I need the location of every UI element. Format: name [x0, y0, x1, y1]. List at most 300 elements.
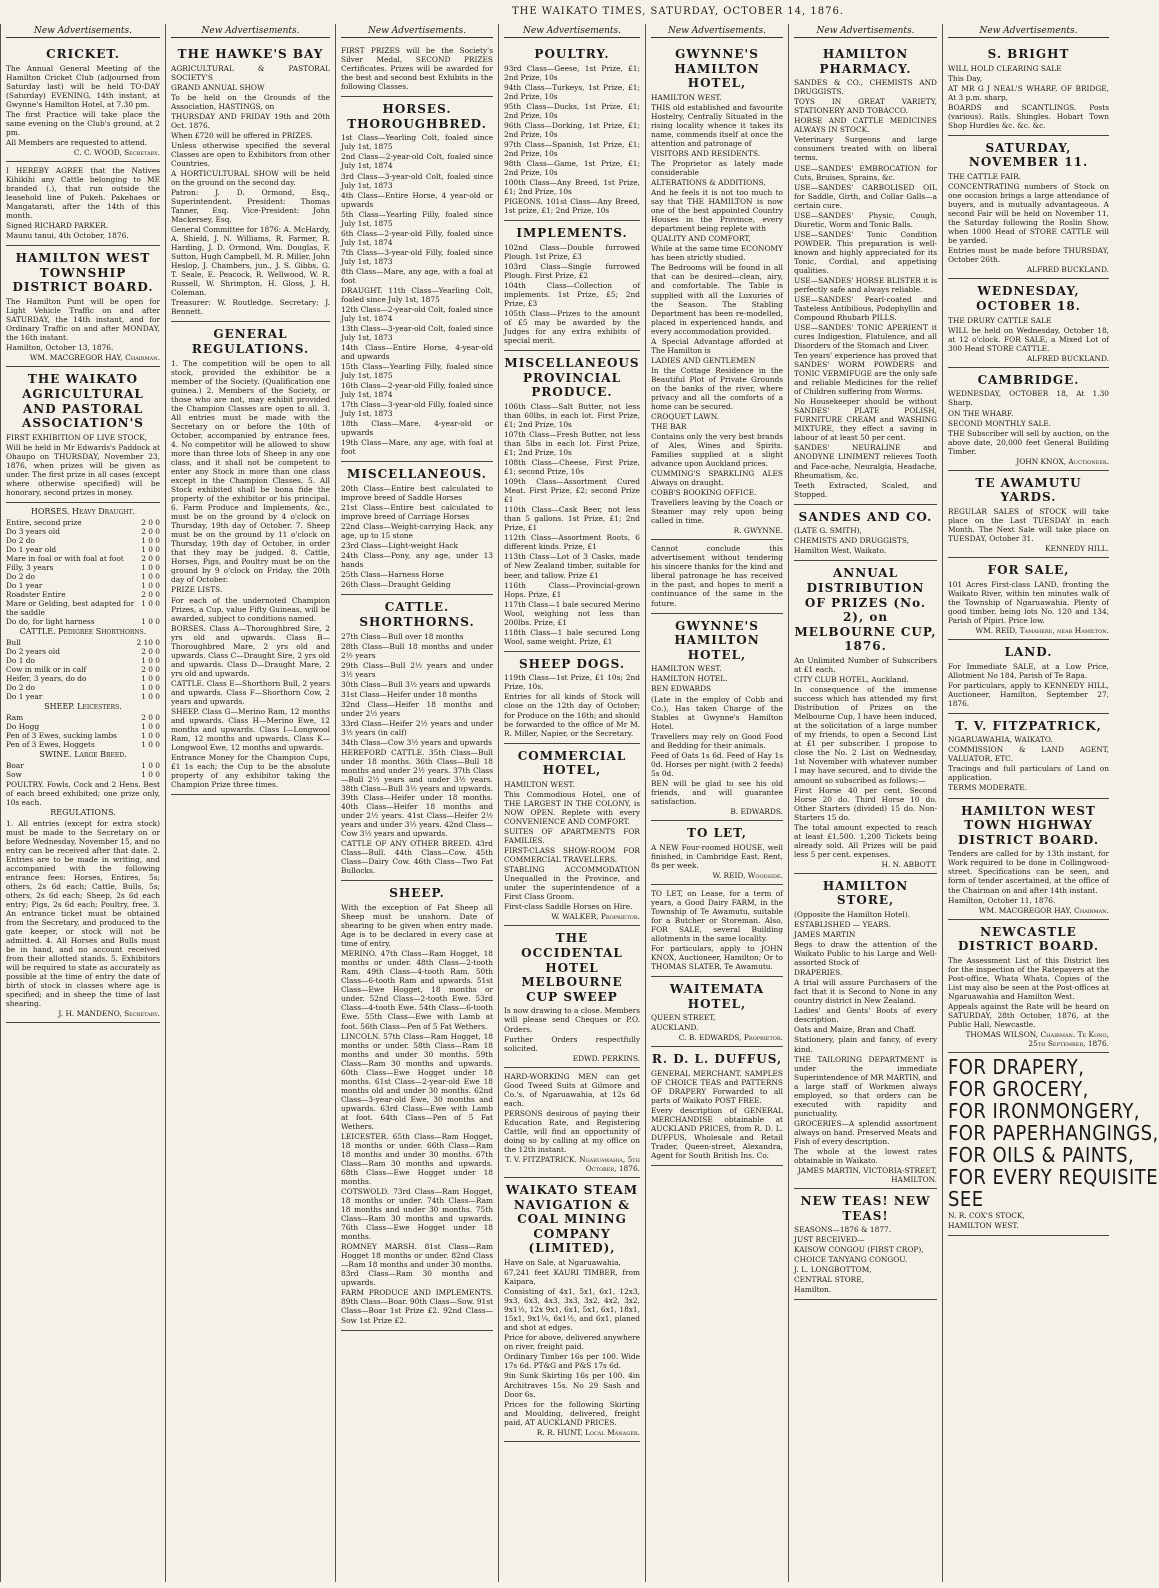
ad-text: 100th Class—Any Breed, 1st Prize, £1; 2nd Prize, 10s	[504, 177, 640, 196]
list-item: Roadster Entire	[6, 589, 66, 599]
advertisement	[948, 1053, 1159, 1236]
ad-text: Tracings and full particulars of Land on application.	[948, 764, 1109, 783]
list-row	[6, 563, 160, 572]
advertisement	[504, 744, 640, 927]
advertisement	[504, 1178, 640, 1442]
list-item: Cow in milk or in calf	[6, 664, 87, 674]
ad-text: 12th Class—2-year-old Colt, foaled since July 1st, 1874	[341, 304, 493, 323]
advertisement	[794, 42, 937, 505]
ad-text: This Day,	[948, 73, 983, 83]
ad-text: For each of the undernoted Champion Prizes, a Cup, value Fifty Guineas, will be awarded, subject to conditions named.	[171, 595, 330, 623]
column-6	[788, 24, 942, 1582]
column-heading: New Advertisements.	[504, 26, 640, 38]
list-row	[6, 581, 160, 590]
list-row	[6, 590, 160, 599]
advertisement	[794, 1189, 937, 1300]
ad-text: (Late in the employ of Cobb and Co.), Has taken Charge of the Stables at Gwynne's Hamilton Hotel.	[651, 694, 783, 731]
ad-text: THE BAR	[651, 421, 687, 431]
ad-text: 27th Class—Bull over 18 months	[341, 631, 464, 641]
ad-text: SHEEP. Class G—Merino Ram, 12 months and upwards. Class H—Merino Ewe, 12 months and upwards. Class I—Longwool Ram, 12 months and upwards. Class K—Longwool Ewe, 12 months and upwards.	[171, 706, 330, 752]
ad-text: Will be held in Mr Edwards's Paddock at Ohaupo on THURSDAY, November 23, 1876, when prizes will be given as under. The first prize in all cases (except where otherwise specified) will be honorary, second prizes in money.	[6, 442, 160, 497]
ad-text: HAMILTON WEST.	[504, 779, 575, 789]
ad-text: 24th Class—Pony, any age, under 13 hands	[341, 551, 493, 570]
ad-text: 93rd Class—Geese, 1st Prize, £1; 2nd Prize, 10s	[504, 63, 640, 82]
ad-text: USE—SANDES' HORSE BLISTER it is perfectly safe and always reliable.	[794, 275, 937, 294]
ad-text: FOR OILS & PAINTS,	[948, 1143, 1135, 1168]
ad-text: 119th Class—1st Prize, £1 10s; 2nd Prize, 10s.	[504, 673, 640, 692]
ad-text: SUITES OF APARTMENTS FOR FAMILIES.	[504, 827, 640, 846]
ad-text: 101 Acres First-class LAND, fronting the Waikato River, within ten minutes walk of the Township of Ngaruawahia. Plenty of good timber, being lots No. 120 and 134, Parish of Pipiri. Price low.	[948, 579, 1109, 625]
advertisement	[651, 540, 783, 613]
ad-title: CRICKET.	[46, 46, 120, 61]
ad-text: The Annual General Meeting of the Hamilton Cricket Club (adjourned from Saturday last) will be held TO-DAY (Saturday) EVENING, 14th instant, at Gwynne's Hamilton Hotel, at 7.30 pm.	[6, 63, 160, 109]
ad-title: WEDNESDAY, OCTOBER 18.	[976, 284, 1081, 314]
list-item: Do 2 do	[6, 683, 35, 692]
ad-text: VISITORS AND RESIDENTS.	[651, 149, 761, 159]
list-item: Filly, 3 years	[6, 562, 54, 572]
list-row	[6, 572, 160, 581]
advertisement	[948, 640, 1109, 714]
ad-text: In consequence of the immense success which has attended my first Distribution of Prizes on the Melbourne Cup, I have been induced, at the solicitation of a large number of my friends, to open a Second List at £1 per subscriber. I propose to close the No. 2 List on Wednesday, 1st November with whatever number I may have secured, and to divide the amount so subscribed as follows:—	[794, 685, 937, 785]
advertisement	[341, 595, 493, 881]
list-item: Do 3 years old	[6, 526, 60, 536]
advertisement	[341, 42, 493, 97]
ad-text: STABLING ACCOMMODATION Unequalled in the Province, and under the superintendence of a First Class Groom.	[504, 865, 640, 902]
ad-text: ON THE WHARF.	[948, 408, 1014, 418]
ad-text: Oats and Maize, Bran and Chaff.	[794, 1025, 917, 1035]
advertisement	[948, 714, 1109, 799]
list-item: Boar	[6, 760, 24, 770]
advertisement	[504, 652, 640, 744]
advertisement	[794, 505, 937, 562]
ad-text: CATTLE. Class E—Shorthorn Bull, 2 years and upwards. Class F—Shorthorn Cow, 2 years and upwards.	[171, 678, 330, 706]
ad-text: JAMES MARTIN	[794, 930, 856, 940]
ad-text: 2nd Class—2-year-old Colt, foaled since July 1st, 1874	[341, 152, 493, 171]
ad-text: WILL be held on Wednesday, October 18, at 12 o'clock. FOR SALE, a Mixed Lot of 300 Head STORE CATTLE.	[948, 325, 1109, 353]
ad-text: Price for above, delivered anywhere on river, freight paid.	[504, 1333, 640, 1352]
ad-text: General Committee for 1876: A. McHardy, A. Shield, J. N. Williams, R. Farmer, R. Harding, J. D. Ormond, Wm. Douglas, F. Sutton, Hugh Campbell, M. R. Miller, John Heslop, J. Chambers, jun., J. S. Gibbs, G. T. Seale, E. Peacock, R. Wellwood, W. R. Russell, W. Shrimpton, H. Gloss, J. H. Coleman.	[171, 225, 330, 298]
ad-text: To be held on the Grounds of the Association, HASTINGS, on	[171, 92, 330, 111]
ad-text: FOR GROCERY,	[948, 1077, 1089, 1102]
ad-text: GROCERIES—A splendid assortment always on hand. Preserved Meats and Fish of every description.	[794, 1118, 937, 1146]
ad-text: CHOICE TANYANG CONGOU.	[794, 1255, 908, 1265]
ad-title: HAMILTON WEST TOWN HIGHWAY DISTRICT BOARD.	[957, 803, 1100, 847]
ad-text: ESTABLISHED — YEARS.	[794, 920, 891, 930]
ad-text: USE—SANDES' Pearl-coated and Tasteless Antibilious, Podophyllin and Compound Rhubarb PILLS.	[794, 294, 937, 322]
list-heading: HORSES. Heavy Draught.	[30, 506, 136, 516]
ad-text: The Assessment List of this District lies for the inspection of the Ratepayers at the Post-office, Whata Whata. Copies of the List may also be seen at the Post-offices at Ngaruawahia and Hamilton West.	[948, 955, 1109, 1001]
ad-title: ANNUAL DISTRIBUTION OF PRIZES (No. 2), on MELBOURNE CUP, 1876.	[794, 566, 937, 654]
ad-text: CONCENTRATING numbers of Stock on one occasion brings a large attendance of buyers, and is mutually advantageous. A second Fair will be held on November 11, the Saturday following the Roslin Show, when 1000 Head of STORE CATTLE will be yarded.	[948, 182, 1109, 246]
ad-text: Entries for all kinds of Stock will close on the 12th day of October; for Produce on the 16th; and should be forwarded to the office of Mr M. R. Miller, Napier, or the Secretary.	[504, 692, 640, 738]
ad-text: N. R. COX'S STOCK,	[948, 1211, 1025, 1221]
ad-text: Hamilton West, Waikato.	[794, 546, 887, 556]
ad-text: 22nd Class—Weight-carrying Hack, any age, up to 15 stone	[341, 522, 493, 541]
ad-title: CAMBRIDGE.	[977, 372, 1080, 387]
ad-text: BORSES. Class A—Thoroughbred Sire, 2 yrs old and upwards. Class B—Thoroughbred Mare, 2 yrs old and upwards. Class C—Draught Sire, 2 yrs old and upwards. Class D—Draught Mare, 2 yrs old and upwards.	[171, 623, 330, 678]
list-amount: 2 0 0	[141, 664, 160, 674]
column-2	[165, 24, 335, 1582]
ad-text: CITY CLUB HOTEL, Auckland.	[794, 675, 909, 685]
ad-title: THE OCCIDENTAL HOTEL MELBOURNE CUP SWEEP	[521, 931, 623, 1004]
poultry-note: POULTRY. Fowls, Cock and 2 Hens. Best of each breed exhibited; one prize only, 10s each.	[6, 779, 160, 807]
ad-text: 20th Class—Entire best calculated to improve breed of Saddle Horses	[341, 484, 493, 503]
ad-text: Travellers leaving by the Coach or Steamer may rely upon being called in time.	[651, 498, 783, 526]
ad-text: Entries must be made before THURSDAY, October 26th.	[948, 246, 1109, 265]
advertisement	[651, 885, 783, 977]
ad-text: GRAND ANNUAL SHOW	[171, 82, 265, 92]
ad-signature: R. R. HUNT, Local Manager.	[536, 1427, 640, 1437]
list-row	[6, 638, 160, 647]
column-5	[645, 24, 788, 1582]
list-item: Entire, second prize	[6, 517, 82, 527]
ad-text: 25th Class—Harness Horse	[341, 570, 444, 580]
ad-text: 104th Class—Collection of implements. 1st Prize, £5; 2nd Prize, £3	[504, 280, 640, 308]
list-amount: 1 0 0	[141, 599, 160, 608]
ad-text: ALTERATIONS & ADDITIONS,	[651, 178, 766, 188]
list-item: Do 1 year old	[6, 544, 57, 554]
ad-title: HAMILTON STORE,	[822, 878, 909, 908]
ad-title: SANDES AND CO.	[798, 509, 933, 524]
ad-text: JUST RECEIVED—	[794, 1235, 865, 1245]
ad-title: MISCELLANEOUS PROVINCIAL PRODUCE.	[504, 356, 640, 400]
ad-text: USE—SANDES' CARBOLISED OIL for Saddle, Girth, and Collar Galls—a certain cure.	[794, 182, 937, 210]
advertisement	[948, 558, 1109, 640]
ad-text: 34th Class—Cow 3½ years and upwards	[341, 738, 493, 747]
ad-text: 29th Class—Bull 2½ years and under 3½ years	[341, 660, 493, 679]
ad-title: MISCELLANEOUS.	[347, 467, 487, 482]
regulations-heading: REGULATIONS.	[50, 807, 116, 817]
ad-text: 67,241 feet KAURI TIMBER, from Kaipara,	[504, 1268, 640, 1287]
ad-signature: WM. MACGREGOR HAY, Chairman.	[29, 353, 160, 363]
ad-text: 94th Class—Turkeys, 1st Prize, £1; 2nd Prize, 10s	[504, 82, 640, 101]
list-amount: 1 0 0	[141, 760, 160, 770]
ad-text: With the exception of Fat Sheep all Sheep must be unshorn. Date of shearing to be given when entry made. Age is to be declared in every case at time of entry.	[341, 903, 493, 949]
ad-text: 14th Class—Entire Horse, 4-year-old and upwards	[341, 343, 493, 362]
ad-text: Every description of GENERAL MERCHANDISE obtainable at AUCKLAND PRICES, from R. D. L. DUFFUS, Wholesale and Retail Trader, Queen-street, Alexandra, Agent for South British Ins. Co.	[651, 1106, 783, 1161]
ad-text: 5th Class—Yearling Filly, foaled since July 1st, 1875	[341, 209, 493, 228]
ad-text: J. L. LONGBOTTOM,	[794, 1265, 872, 1275]
ad-text: USE—SANDES' TONIC APERIENT it cures Indigestion, Flatulence, and all Disorders of the Stomach and Liver.	[794, 323, 937, 351]
list-row	[6, 761, 160, 770]
ad-title: S. BRIGHT	[987, 46, 1070, 61]
ad-text: GENERAL MERCHANT. SAMPLES OF CHOICE TEAS and PATTERNS OF DRAPERY Forwarded to all parts of Waikato POST FREE.	[651, 1068, 783, 1105]
ad-title: SHEEP DOGS.	[518, 656, 626, 671]
ad-text: 4th Class—Entire Horse, 4 year-old or upwards	[341, 190, 493, 209]
ad-text: PERSONS desirous of paying their Education Rate, and Registering Cattle, will find an opportunity of doing so by calling at my office on the 12th instant.	[504, 1108, 640, 1154]
ad-text: HAMILTON WEST.	[948, 1221, 1019, 1231]
ad-text: Prices for the following Skirting and Moulding, delivered, freight paid, AT AUCKLAND PRICES.	[504, 1399, 640, 1427]
list-item: Do do, for light harness	[6, 617, 95, 627]
advertisement	[6, 246, 160, 367]
ad-signature: ALFRED BUCKLAND.	[1026, 265, 1109, 275]
ad-text: USE—SANDES' EMBROCATION for Cuts, Bruises, Sprains, &c.	[794, 163, 937, 182]
advertisement	[651, 821, 783, 885]
advertisement	[794, 874, 937, 1189]
ad-title: IMPLEMENTS.	[516, 226, 628, 241]
ad-text: 6th Class—2-year-old Filly, foaled since July 1st, 1874	[341, 228, 493, 247]
ad-text: 1st Class—Yearling Colt, foaled since July 1st, 1875	[341, 133, 493, 152]
ad-text: CENTRAL STORE,	[794, 1275, 864, 1285]
list-amount: 1 0 0	[141, 617, 160, 627]
list-item: Do 1 year	[6, 692, 43, 702]
ad-signature: ALFRED BUCKLAND.	[1026, 353, 1109, 363]
ad-text: 28th Class—Bull 18 months and under 2½ years	[341, 641, 493, 660]
ad-text: A HORTICULTURAL SHOW will be held on the ground on the second day.	[171, 168, 330, 187]
ad-text: WILL HOLD CLEARING SALE	[948, 63, 1062, 73]
advertisement	[504, 351, 640, 652]
ad-text: COMMISSION & LAND AGENT, VALUATOR, ETC.	[948, 745, 1109, 764]
ad-text: FARM PRODUCE AND IMPLEMENTS. 89th Class—Boar. 90th Class—Sow. 91st Class—Boar 1st Prize £2. 92nd Class—Sow 1st Prize £2.	[341, 1288, 493, 1325]
ad-text: HARD-WORKING MEN can get Good Tweed Suits at Gilmore and Co.'s, of Ngaruawahia, at 12s 6d each.	[504, 1071, 640, 1108]
column-heading: New Advertisements.	[6, 26, 160, 38]
ad-text: FIRST EXHIBITION OF LIVE STOCK,	[6, 432, 148, 442]
ad-text: An Unlimited Number of Subscribers at £1 each.	[794, 656, 937, 675]
ad-text: THURSDAY AND FRIDAY 19th and 20th Oct. 1876.	[171, 111, 330, 130]
ad-title: THE HAWKE'S BAY	[177, 46, 324, 61]
ad-text: Feed of Oats 1s 6d. Feed of Hay 1s 0d. Horses per night (with 2 feeds) 5s 0d.	[651, 750, 783, 778]
list-row	[6, 731, 160, 740]
list-row	[6, 683, 160, 692]
ad-text: 103rd Class—Single furrowed Plough. First Prize, £2	[504, 261, 640, 280]
ad-text: 23rd Class—Light-weight Hack	[341, 541, 458, 551]
ad-text: CHEMISTS AND DRUGGISTS,	[794, 536, 910, 546]
ad-title: COMMERCIAL HOTEL,	[517, 748, 627, 778]
list-item: Sow	[6, 769, 22, 779]
ad-text: 31st Class—Heifer under 18 months	[341, 689, 478, 699]
list-amount: 2 0 0	[141, 526, 160, 536]
ad-text: The Proprietor as lately made considerable	[651, 159, 783, 178]
ad-text: When £720 will be offered in PRIZES.	[171, 130, 313, 140]
list-item: Bull	[6, 637, 21, 647]
ad-text: Further Orders respectfully solicited.	[504, 1034, 640, 1053]
ad-signature: W. WALKER, Proprietor.	[551, 912, 640, 922]
ad-text: DRAUGHT. 11th Class—Yearling Colt, foaled since July 1st, 1875	[341, 285, 493, 304]
ad-text: 98th Class—Game, 1st Prize, £1; 2nd Prize, 10s	[504, 158, 640, 177]
list-amount: 2 0 0	[141, 553, 160, 563]
ad-text: Ten years' experience has proved that SANDES' WORM POWDERS and TONIC VERMIFUGE are the only safe and reliable Medicines for the relief of Children suffering from Worms.	[794, 351, 937, 397]
ad-text: SANDES & CO., CHEMISTS AND DRUGGISTS.	[794, 78, 937, 97]
column-heading: New Advertisements.	[651, 26, 783, 38]
ad-text: All Members are requested to attend.	[6, 137, 148, 147]
ad-text: AGRICULTURAL & PASTORAL SOCIETY'S	[171, 63, 330, 82]
ad-text: 13th Class—3-year-old Colt, foaled since July 1st, 1873	[341, 324, 493, 343]
list-amount: 1 0 0	[141, 580, 160, 590]
ad-text: Appeals against the Rate will be heard on SATURDAY, 28th October, 1876, at the Public Hall, Newcastle.	[948, 1002, 1109, 1030]
list-row	[6, 545, 160, 554]
ad-text: Teeth Extracted, Scaled, and Stopped.	[794, 480, 937, 499]
ad-text: For particulars, apply to JOHN KNOX, Auctioneer, Hamilton; Or to THOMAS SLATER, Te Awamutu.	[651, 943, 783, 971]
list-row	[6, 617, 160, 626]
list-item: Ram	[6, 712, 24, 722]
advertisement	[6, 367, 160, 503]
ad-text: 109th Class—Assortment Cured Meat. First Prize, £2; second Prize £1	[504, 477, 640, 505]
list-amount: 1 0 0	[141, 683, 160, 692]
ad-text: FOR EVERY REQUISITE	[948, 1165, 1159, 1190]
list-amount: 2 0 0	[141, 589, 160, 599]
list-row	[6, 599, 160, 617]
ad-text: 110th Class—Cask Beer, not less than 5 gallons. 1st Prize, £1; 2nd Prize, £1	[504, 505, 640, 533]
ad-text: CROQUET LAWN.	[651, 411, 720, 421]
ad-text: QUEEN STREET,	[651, 1013, 716, 1023]
list-amount: 2 0 0	[141, 712, 160, 722]
ad-title: HAMILTON WEST TOWNSHIP DISTRICT BOARD.	[12, 251, 154, 295]
ad-text: CATTLE OF ANY OTHER BREED. 43rd Class—Bull. 44th Class—Cow. 45th Class—Dairy Cow. 46th Class—Two Fat Bullocks.	[341, 839, 493, 876]
ad-text: DRAPERIES.	[794, 968, 843, 978]
ad-text: 96th Class—Dorking, 1st Prize, £1; 2nd Prize, 10s	[504, 120, 640, 139]
advertisement	[504, 926, 640, 1067]
ad-text: 116th Class—Provincial-grown Hops. Prize, £1	[504, 580, 640, 599]
column-3	[335, 24, 498, 1582]
list-row	[6, 656, 160, 665]
list-heading: CATTLE. Pedigree Shorthorns.	[19, 627, 147, 637]
ad-text: LEICESTER. 65th Class—Ram Hogget, 18 months or under. 66th Class—Ram 18 months and under 30 months. 67th Class—Ram 30 months and upwards. 68th Class—Ewe Hogget under 18 months.	[341, 1131, 493, 1187]
ad-text: 32nd Class—Heifer 18 months and under 2½ years	[341, 699, 493, 718]
ad-signature: KENNEDY HILL.	[1045, 544, 1109, 554]
list-row	[6, 674, 160, 683]
ad-text: (Opposite the Hamilton Hotel).	[794, 910, 911, 920]
ad-text: (LATE G. SMITH),	[794, 526, 862, 536]
ad-text: The total amount expected to reach at least £1,500. 1,200 Tickets being already sold. All Prizes will be paid less 5 per cent. expenses.	[794, 822, 937, 859]
advertisement	[6, 162, 160, 246]
ad-title: POULTRY.	[534, 46, 610, 61]
ad-signature: R. GWYNNE.	[733, 526, 783, 536]
ad-text: WEDNESDAY, OCTOBER 18, At 1.30 Sharp.	[948, 389, 1109, 408]
ad-text: HAMILTON HOTEL.	[651, 674, 728, 684]
ad-text: 117th Class—1 bale secured Merino Wool, weighing not less than 200lbs. Prize, £1	[504, 599, 640, 627]
ad-title: TE AWAMUTU YARDS.	[975, 475, 1082, 505]
ad-title: GWYNNE'S HAMILTON HOTEL,	[674, 46, 760, 91]
ad-title: T. V. FITZPATRICK,	[955, 718, 1102, 733]
list-item: Do 1 do	[6, 655, 35, 665]
ad-title: SATURDAY, NOVEMBER 11.	[968, 140, 1089, 170]
ad-signature: C. B. EDWARDS, Proprietor.	[678, 1033, 783, 1043]
ad-text: COTSWOLD. 73rd Class—Ram Hogget, 18 months or under. 74th Class—Ram 18 months and under 30 months. 75th Class—Ram 30 months and upwards. 76th Class—Ewe Hogget under 18 months.	[341, 1187, 493, 1242]
ad-text: 95th Class—Ducks, 1st Prize, £1; 2nd Prize, 10s	[504, 101, 640, 120]
ad-text: FOR DRAPERY,	[948, 1055, 1085, 1080]
list-item: Do 2 do	[6, 535, 35, 545]
advertisement	[948, 42, 1109, 136]
prize-list	[6, 503, 160, 1023]
ad-text: 105th Class—Prizes to the amount of £5 may be awarded by the Judges for any extra exhibits of special merit.	[504, 308, 640, 346]
ad-text: The Hamilton Punt will be open for Light Vehicle Traffic on and after SATURDAY, the 14th instant, and for Ordinary Traffic on and after MONDAY, the 16th instant.	[6, 297, 160, 343]
advertisement	[651, 42, 783, 540]
advertisement	[651, 1047, 783, 1166]
column-4	[498, 24, 645, 1582]
list-amount: 1 0 0	[141, 535, 160, 545]
ad-text: REGULAR SALES of STOCK will take place on the Last TUESDAY in each Month. The Next Sale will take place on TUESDAY, October 31.	[948, 506, 1109, 544]
ad-text: 102nd Class—Double furrowed Plough. 1st Prize, £3	[504, 242, 640, 261]
ad-text: 118th Class—1 bale secured Long Wool, same weight. Prize, £1	[504, 627, 640, 646]
ad-signature: J. H. MANDENO, Secretary.	[58, 1009, 160, 1019]
ad-text: Hamilton, October 11, 1876.	[948, 895, 1056, 905]
ad-title: WAIKATO STEAM NAVIGATION & COAL MINING COMPANY (LIMITED),	[505, 1182, 639, 1256]
ad-text: SEASONS—1876 & 1877.	[794, 1225, 892, 1235]
ad-text: HAMILTON WEST.	[651, 92, 722, 102]
list-amount: 1 0 0	[141, 562, 160, 572]
ad-title: GWYNNE'S HAMILTON HOTEL,	[674, 618, 760, 662]
advertisement	[341, 462, 493, 595]
list-amount: 1 0 0	[141, 673, 160, 683]
advertisement	[651, 977, 783, 1047]
ad-signature: B. EDWARDS.	[730, 806, 783, 816]
ad-title: HORSES. THOROUGHBRED.	[347, 102, 487, 131]
list-amount: 2 0 0	[141, 646, 160, 656]
ad-text: Veterinary Surgeons and large consumers treated with on liberal terms.	[794, 135, 937, 163]
ad-text: MERINO. 47th Class—Ram Hogget, 18 months or under. 48th Class—2-tooth Ram. 49th Class—4-tooth Ram. 50th Class—6-tooth Ram and upwards. 51st Class—Ewe Hogget, 18 months or under. 52nd Class—2-tooth Ewe. 53rd Class—4-tooth Ewe. 54th Class—6-tooth Ewe. 55th Class—Ewe with Lamb at foot. 56th Class—Pen of 5 Fat Wethers.	[341, 949, 493, 1031]
ad-text: SECOND MONTHLY SALE.	[948, 418, 1052, 428]
advertisement	[504, 221, 640, 351]
ad-text: FIRST-CLASS SHOW-ROOM FOR COMMERCIAL TRAVELLERS.	[504, 846, 640, 865]
ad-text: BEN EDWARDS	[651, 684, 712, 694]
ad-title: THE WAIKATO AGRICULTURAL AND PASTORAL ASSOCIATION'S	[22, 372, 144, 431]
column-1	[0, 24, 165, 1582]
ad-text: 3rd Class—3-year-old Colt, foaled since July 1st, 1873	[341, 171, 493, 190]
ad-text: SEE	[948, 1187, 984, 1212]
ad-text: A Special Advantage afforded at The Hamilton is	[651, 336, 783, 355]
ad-text: Hamilton, October 13, 1876.	[6, 343, 114, 353]
ad-text: FIRST PRIZES will be the Society's Silver Medal, SECOND PRIZES Certificates. Prizes will be awarded for the best and second best Exhibits in the following Classes.	[341, 45, 493, 92]
ad-text: Maunu tanui, 4th October, 1876.	[6, 231, 129, 241]
ad-text: Contains only the very best brands of Ales, Wines and Spirits. Families supplied at a slight advance upon Auckland prices.	[651, 431, 783, 469]
ad-text: First Horse 40 per cent. Second Horse 20 do. Third Horse 10 do. Other Starters (divided) 15 do. Non-Starters 15 do.	[794, 785, 937, 822]
ad-title: CATTLE. SHORTHORNS.	[359, 600, 475, 630]
ad-text: THE TAILORING DEPARTMENT is under the immediate Superintendence of MR MARTIN, and a large staff of Workmen always employed, so that orders can be executed with rapidity and punctuality.	[794, 1054, 937, 1118]
list-amount: 1 0 0	[141, 730, 160, 740]
ad-text: BOARDS and SCANTLINGS. Posts (various). Rails. Shingles. Hobart Town Shop Hurdles &c. &c. &c.	[948, 102, 1109, 130]
ad-text: Treasurer: W. Routledge. Secretary: J. Bennett.	[171, 298, 330, 317]
ad-title: LAND.	[1004, 644, 1053, 659]
list-item: Do 2 do	[6, 571, 35, 581]
ad-title: NEWCASTLE DISTRICT BOARD.	[957, 924, 1100, 954]
ad-text: I HEREBY AGREE that the Natives Kihikihi any Cattle belonging to ME branded (.), that run outside the leasehold line of Pukeh. Pakehaes or Mangatarati, after the 14th of this month.	[6, 165, 160, 221]
advertisement	[171, 42, 330, 322]
ad-text: 17th Class—3-year-old Filly, foaled since July 1st, 1873	[341, 400, 493, 419]
ad-signature: T. V. FITZPATRICK. Ngaruawahia, 5th October, 1876.	[505, 1154, 640, 1173]
list-row	[6, 692, 160, 701]
ad-signature: WM. MACGREGOR HAY, Chairman.	[978, 905, 1109, 915]
list-row	[6, 518, 160, 527]
list-row	[6, 647, 160, 656]
ad-text: Unless otherwise specified the several Classes are open to Exhibitors from other Countries.	[171, 140, 330, 168]
ad-title: HAMILTON PHARMACY.	[819, 46, 912, 76]
ad-text: 97th Class—Spanish, 1st Prize, £1; 2nd Prize, 10s	[504, 139, 640, 158]
list-row	[6, 536, 160, 545]
ad-text: Ladies' and Gents' Boots of every description.	[794, 1006, 937, 1025]
ad-title: SHEEP.	[389, 886, 445, 901]
advertisement	[948, 799, 1109, 920]
list-item: Do Hogg	[6, 721, 40, 731]
ad-text: While at the same time ECONOMY has been strictly studied.	[651, 244, 783, 263]
ad-title: R. D. L. DUFFUS,	[651, 1052, 783, 1067]
ad-text: HORSE AND CATTLE MEDICINES ALWAYS IN STOCK.	[794, 116, 937, 135]
masthead: THE WAIKATO TIMES, SATURDAY, OCTOBER 14, 1876.	[511, 6, 844, 17]
ad-text: 15th Class—Yearling Filly, foaled since July 1st, 1875	[341, 362, 493, 381]
list-item: Do 1 year	[6, 580, 43, 590]
ad-text: The first Practice will take place the same evening on the Club's ground, at 2 pm.	[6, 109, 160, 137]
ad-text: First-class Saddle Horses on Hire.	[504, 902, 633, 912]
advertisement	[948, 136, 1109, 280]
advertisement	[948, 471, 1109, 558]
advertisement	[948, 368, 1109, 471]
ad-text: TOYS IN GREAT VARIETY, STATIONERY AND TOBACCO.	[794, 97, 937, 116]
list-amount: 1 0 0	[141, 769, 160, 779]
ad-text: 106th Class—Salt Butter, not less than 60lbs, in each lot. First Prize, £1; 2nd Prize, 10s	[504, 401, 640, 429]
ad-text: Signed RICHARD PARKER.	[6, 221, 109, 231]
ad-signature: C. C. WOOD, Secretary.	[73, 147, 160, 157]
ad-text: NGARUAWAHIA, WAIKATO.	[948, 735, 1053, 745]
list-heading: SHEEP. Leicesters.	[44, 702, 122, 712]
